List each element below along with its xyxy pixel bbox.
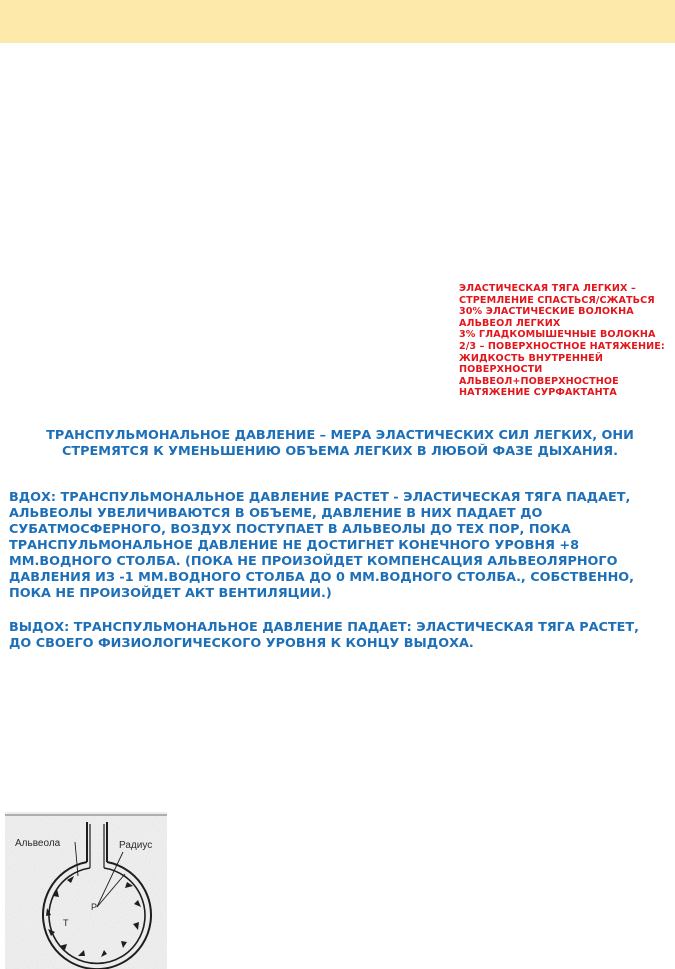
alveolus-diagram-svg bbox=[5, 812, 167, 969]
alveolus-diagram bbox=[5, 812, 167, 969]
top-banner bbox=[0, 0, 675, 43]
radius-label: Радиус bbox=[119, 840, 153, 851]
transpulmonary-definition: ТРАНСПУЛЬМОНАЛЬНОЕ ДАВЛЕНИЕ – МЕРА ЭЛАСТИЧЕСКИХ СИЛ ЛЕГКИХ, ОНИ СТРЕМЯТСЯ К УМЕНЬШЕНИЮ ОБЪЕМА ЛЕГКИХ В ЛЮБОЙ ФАЗЕ ДЫХАНИЯ. bbox=[46, 428, 634, 459]
tension-label: T bbox=[63, 918, 69, 928]
exhale-paragraph: ВЫДОХ: ТРАНСПУЛЬМОНАЛЬНОЕ ДАВЛЕНИЕ ПАДАЕТ: ЭЛАСТИЧЕСКАЯ ТЯГА РАСТЕТ, ДО СВОЕГО ФИЗИОЛОГИЧЕСКОГО УРОВНЯ К КОНЦУ ВЫДОХА. bbox=[9, 620, 639, 651]
alveolus-label: Альвеола bbox=[15, 838, 61, 849]
elastic-recoil-note: ЭЛАСТИЧЕСКАЯ ТЯГА ЛЕГКИХ – СТРЕМЛЕНИЕ СПАСТЬСЯ/СЖАТЬСЯ 30% ЭЛАСТИЧЕСКИЕ ВОЛОКНА АЛЬВЕОЛ ЛЕГКИХ 3% ГЛАДКОМЫШЕЧНЫЕ ВОЛОКНА 2/3 – ПОВЕРХНОСТНОЕ НАТЯЖЕНИЕ: ЖИДКОСТЬ ВНУТРЕННЕЙ ПОВЕРХНОСТИ АЛЬВЕОЛ+ПОВЕРХНОСТНОЕ НАТЯЖЕНИЕ СУРФАКТАНТА bbox=[459, 283, 665, 399]
pressure-label: P bbox=[91, 902, 98, 912]
inhale-paragraph: ВДОХ: ТРАНСПУЛЬМОНАЛЬНОЕ ДАВЛЕНИЕ РАСТЕТ - ЭЛАСТИЧЕСКАЯ ТЯГА ПАДАЕТ, АЛЬВЕОЛЫ УВЕЛИЧИВАЮТСЯ В ОБЪЕМЕ, ДАВЛЕНИЕ В НИХ ПАДАЕТ ДО СУБАТМОСФЕРНОГО, ВОЗДУХ ПОСТУПАЕТ В АЛЬВЕОЛЫ ДО ТЕХ ПОР, ПОКА ТРАНСПУЛЬМОНАЛЬНОЕ ДАВЛЕНИЕ НЕ ДОСТИГНЕТ КОНЕЧНОГО УРОВНЯ +8 ММ.ВОДНОГО СТОЛБА. (ПОКА НЕ ПРОИЗОЙДЕТ КОМПЕНСАЦИЯ АЛЬВЕОЛЯРНОГО ДАВЛЕНИЯ ИЗ -1 ММ.ВОДНОГО СТОЛБА ДО 0 ММ.ВОДНОГО СТОЛБА., СОБСТВЕННО, ПОКА НЕ ПРОИЗОЙДЕТ АКТ ВЕНТИЛЯЦИИ.) bbox=[9, 490, 635, 601]
